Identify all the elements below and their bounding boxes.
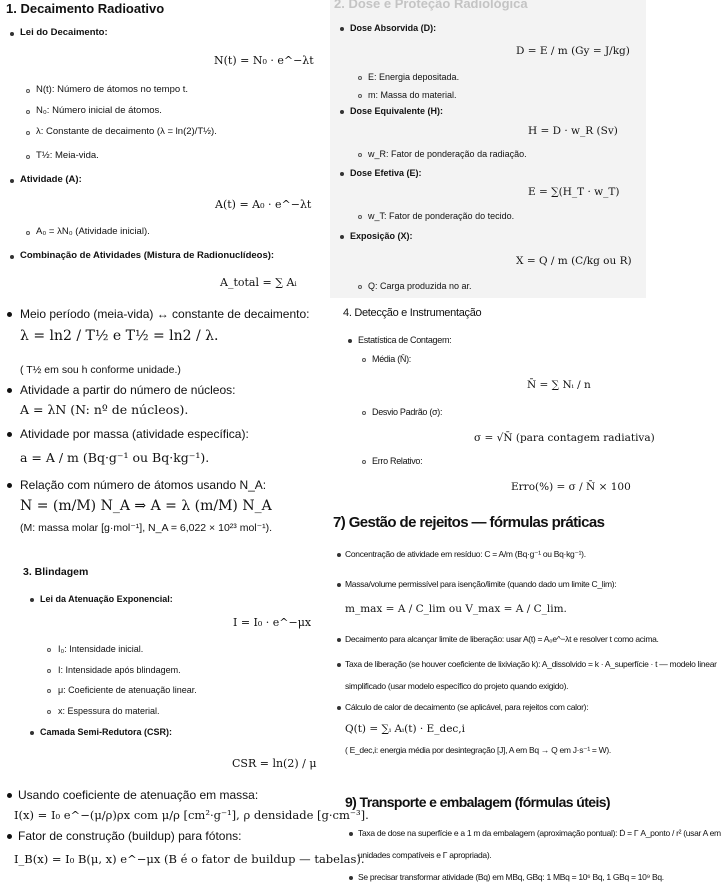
half-life-relation: Meio período (meia-vida) ↔ constante de decaimento: bbox=[20, 307, 310, 321]
item-nt: N(t): Número de átomos no tempo t. bbox=[36, 84, 189, 95]
item-n0: N₀: Número inicial de átomos. bbox=[36, 105, 162, 116]
specific-activity-formula: a = A / m (Bq·g⁻¹ ou Bq·kg⁻¹). bbox=[20, 450, 210, 465]
mass-attenuation: Usando coeficiente de atenuação em massa: bbox=[18, 788, 259, 802]
bullet bbox=[7, 793, 12, 798]
bullet-circle bbox=[47, 669, 51, 673]
decay-heat: Cálculo de calor de decaimento (se aplicável, para rejeitos com calor): bbox=[345, 702, 589, 712]
decay-law-label: Lei do Decaimento: bbox=[20, 27, 108, 38]
activity-from-nuclei-formula: A = λN (N: nº de núcleos). bbox=[20, 402, 189, 417]
effective-dose-formula: E = ∑(H_T · w_T) bbox=[528, 186, 620, 198]
bullet bbox=[337, 663, 341, 667]
bullet bbox=[337, 638, 341, 642]
decay-to-limit: Decaimento para alcançar limite de liberação: usar A(t) = A₀e^−λt e resolver t como acima. bbox=[345, 634, 659, 644]
equivalent-dose-formula: H = D · w_R (Sv) bbox=[528, 125, 618, 137]
std-dev-label: Desvio Padrão (σ): bbox=[372, 407, 443, 417]
bullet-circle bbox=[362, 358, 366, 362]
counting-stats-label: Estatística de Contagem: bbox=[358, 335, 452, 345]
effective-dose-label: Dose Efetiva (E): bbox=[350, 168, 422, 178]
exposure-formula: X = Q / m (C/kg ou R) bbox=[516, 255, 632, 267]
combination-formula: A_total = ∑ Aᵢ bbox=[220, 276, 297, 289]
bullet bbox=[340, 172, 344, 176]
item-i0: I₀: Intensidade inicial. bbox=[58, 644, 144, 654]
bullet-circle bbox=[358, 285, 362, 289]
bullet-circle bbox=[26, 231, 30, 235]
activity-from-nuclei: Atividade a partir do número de núcleos: bbox=[20, 383, 236, 397]
bullet-circle bbox=[362, 411, 366, 415]
item-energy: E: Energia depositada. bbox=[368, 72, 460, 82]
section-3-title: 3. Blindagem bbox=[23, 566, 89, 578]
activity-label: Atividade (A): bbox=[20, 174, 82, 185]
relative-error-label: Erro Relativo: bbox=[372, 456, 423, 466]
avogadro-formula: N = (m/M) N_A ⇒ A = λ (m/M) N_A bbox=[20, 498, 272, 514]
decay-law-formula: N(t) = N₀ · e^−λt bbox=[214, 54, 314, 67]
section-9-title: 9) Transporte e embalagem (fórmulas úteis) bbox=[345, 794, 610, 810]
csr-label: Camada Semi-Redutora (CSR): bbox=[40, 727, 173, 737]
bullet-circle bbox=[47, 710, 51, 714]
bullet-circle bbox=[358, 94, 362, 98]
bullet bbox=[340, 27, 344, 31]
item-lambda: λ: Constante de decaimento (λ = ln(2)/T½). bbox=[36, 126, 217, 137]
combination-label: Combinação de Atividades (Mistura de Radionuclídeos): bbox=[20, 250, 275, 261]
attenuation-formula: I = I₀ · e^−μx bbox=[233, 616, 312, 629]
bullet-circle bbox=[47, 648, 51, 652]
section-7-title: 7) Gestão de rejeitos — fórmulas práticas bbox=[333, 514, 605, 531]
bullet bbox=[349, 832, 353, 836]
decay-heat-formula: Q(t) = ∑ᵢ Aᵢ(t) · E_dec,i bbox=[345, 723, 465, 735]
item-mu: μ: Coeficiente de atenuação linear. bbox=[58, 685, 197, 695]
bullet-circle bbox=[358, 215, 362, 219]
leach-rate: Taxa de liberação (se houver coeficiente de lixiviação k): A_dissolvido = k · A_superfície · t — modelo linear bbox=[345, 659, 717, 669]
surface-dose-rate-cont: unidades compatíveis e Γ apropriada). bbox=[358, 850, 492, 860]
bullet bbox=[30, 731, 34, 735]
buildup-factor: Fator de construção (buildup) para fótons: bbox=[18, 829, 242, 843]
item-wt: w_T: Fator de ponderação do tecido. bbox=[368, 211, 515, 221]
half-life-formula: λ = ln2 / T½ e T½ = ln2 / λ. bbox=[20, 328, 219, 344]
section-2-title: 2. Dose e Proteção Radiológica bbox=[334, 0, 528, 11]
bullet bbox=[10, 255, 14, 259]
bullet bbox=[7, 432, 12, 437]
exposure-label: Exposição (X): bbox=[350, 231, 413, 241]
bullet bbox=[10, 179, 14, 183]
std-dev-formula: σ = √N̄ (para contagem radiativa) bbox=[474, 432, 655, 444]
mass-attenuation-formula: I(x) = I₀ e^−(μ/ρ)ρx com μ/ρ [cm²·g⁻¹], ρ densidade [g·cm⁻³]. bbox=[14, 808, 369, 822]
decay-heat-note: ( E_dec,i: energia média por desintegração [J], A em Bq → Q em J·s⁻¹ = W). bbox=[345, 745, 611, 755]
section-4-title: 4. Detecção e Instrumentação bbox=[343, 307, 482, 319]
bullet-circle bbox=[26, 131, 30, 135]
bullet bbox=[7, 312, 12, 317]
avogadro-note: (M: massa molar [g·mol⁻¹], N_A = 6,022 × 10²³ mol⁻¹). bbox=[20, 522, 273, 534]
activity-formula: A(t) = A₀ · e^−λt bbox=[215, 198, 312, 211]
bullet-circle bbox=[26, 89, 30, 93]
bullet bbox=[7, 834, 12, 839]
buildup-formula: I_B(x) = I₀ B(μ, x) e^−μx (B é o fator de buildup — tabelas). bbox=[14, 852, 365, 866]
mean-formula: N̄ = ∑ Nᵢ / n bbox=[527, 379, 591, 391]
bullet-circle bbox=[47, 689, 51, 693]
section-1-title: 1. Decaimento Radioativo bbox=[6, 1, 165, 16]
bullet bbox=[337, 583, 341, 587]
item-a0: A₀ = λN₀ (Atividade inicial). bbox=[36, 226, 150, 237]
bullet bbox=[340, 235, 344, 239]
bullet bbox=[30, 598, 34, 602]
permissible-mass: Massa/volume permissível para isenção/limite (quando dado um limite C_lim): bbox=[345, 579, 617, 589]
item-charge: Q: Carga produzida no ar. bbox=[368, 281, 472, 291]
half-life-note: ( T½ em sou h conforme unidade.) bbox=[20, 364, 181, 376]
bullet-circle bbox=[358, 153, 362, 157]
avogadro-relation: Relação com número de átomos usando N_A: bbox=[20, 478, 267, 492]
bullet bbox=[7, 483, 12, 488]
equivalent-dose-label: Dose Equivalente (H): bbox=[350, 106, 444, 116]
absorbed-dose-formula: D = E / m (Gy = J/kg) bbox=[516, 45, 630, 57]
bullet bbox=[7, 388, 12, 393]
bullet-circle bbox=[362, 460, 366, 464]
absorbed-dose-label: Dose Absorvida (D): bbox=[350, 23, 437, 33]
bullet-circle bbox=[358, 76, 362, 80]
bullet-circle bbox=[26, 110, 30, 114]
permissible-mass-formula: m_max = A / C_lim ou V_max = A / C_lim. bbox=[345, 603, 567, 615]
item-i: I: Intensidade após blindagem. bbox=[58, 665, 181, 675]
item-x: x: Espessura do material. bbox=[58, 706, 160, 716]
bullet bbox=[340, 110, 344, 114]
waste-concentration: Concentração de atividade em resíduo: C = A/m (Bq·g⁻¹ ou Bq·kg⁻¹). bbox=[345, 549, 586, 559]
item-wr: w_R: Fator de ponderação da radiação. bbox=[368, 149, 527, 159]
bullet-circle bbox=[26, 155, 30, 159]
bullet bbox=[337, 553, 341, 557]
mean-label: Média (N̄): bbox=[372, 354, 412, 364]
bullet bbox=[337, 706, 341, 710]
item-half-life: T½: Meia-vida. bbox=[36, 150, 99, 161]
leach-rate-cont: simplificado (usar modelo específico do projeto quando exigido). bbox=[345, 681, 569, 691]
bullet bbox=[10, 32, 14, 36]
bullet bbox=[349, 876, 353, 880]
specific-activity: Atividade por massa (atividade específica): bbox=[20, 427, 249, 441]
bullet bbox=[348, 339, 352, 343]
item-mass: m: Massa do material. bbox=[368, 90, 457, 100]
unit-conversion: Se precisar transformar atividade (Bq) em MBq, GBq: 1 MBq = 10⁶ Bq, 1 GBq = 10⁹ Bq. bbox=[358, 872, 664, 882]
relative-error-formula: Erro(%) = σ / N̄ × 100 bbox=[511, 481, 631, 493]
attenuation-label: Lei da Atenuação Exponencial: bbox=[40, 594, 173, 604]
surface-dose-rate: Taxa de dose na superfície e a 1 m da embalagem (aproximação pontual): Ḋ = Γ A_ponto / r² (usar A em bbox=[358, 828, 721, 838]
csr-formula: CSR = ln(2) / μ bbox=[232, 757, 317, 770]
